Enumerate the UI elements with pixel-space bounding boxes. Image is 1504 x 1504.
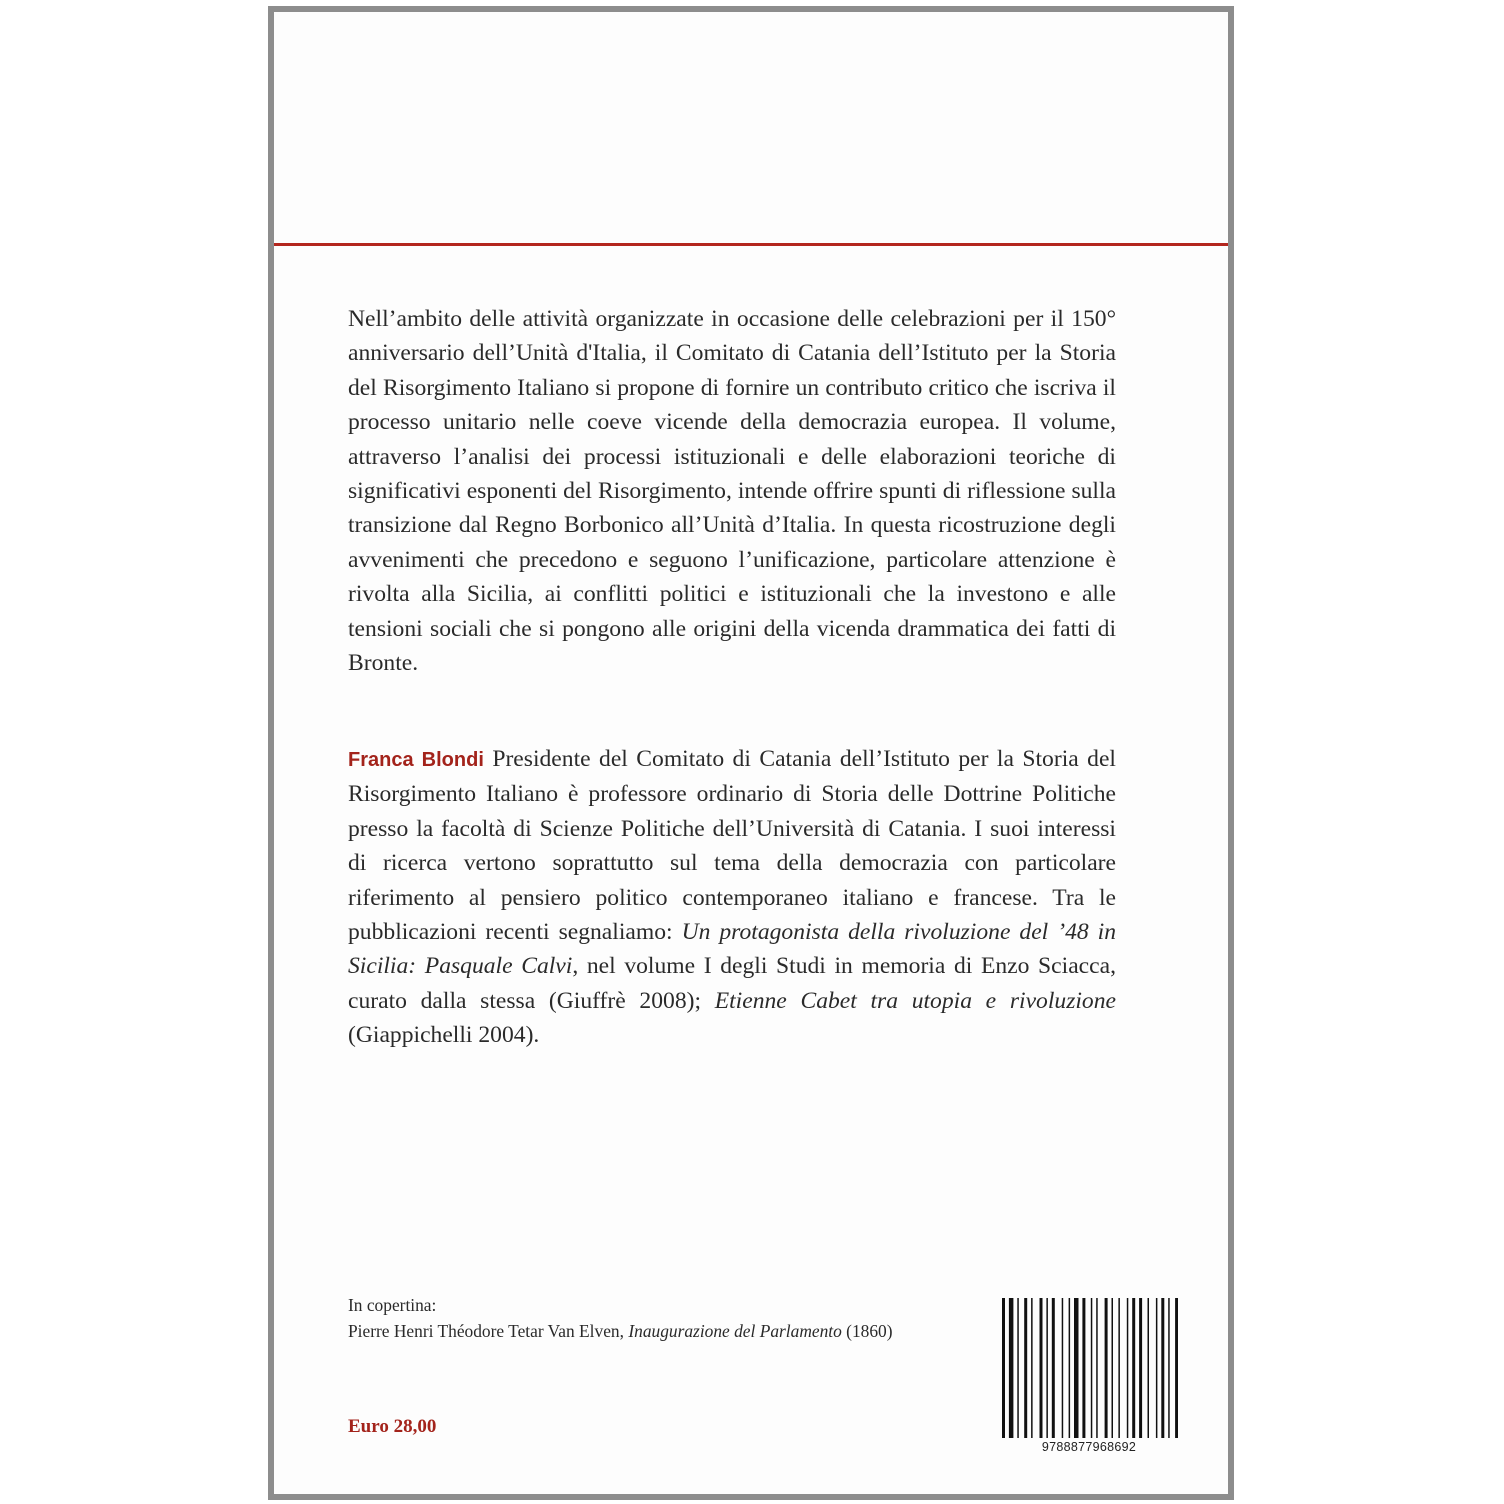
cover-credit-artist: Pierre Henri Théodore Tetar Van Elven, [348,1321,629,1341]
barcode-bars-icon [1000,1298,1178,1438]
bio-text-1: Presidente del Comitato di Catania dell’Istituto per la Storia del Risorgimento Italiano è professore ordinario di Storia delle Dottrine Politiche presso la facoltà di Scienze Politiche dell’Università di Catania. I suoi interessi di ricerca vertono soprattutto sul tema della democrazia con particolare riferimento al pensiero politico contemporaneo italiano e francese. Tra le pubblicazioni recenti segnaliamo: [348,746,1116,946]
cover-credit-label: In copertina: [348,1295,437,1315]
author-name: Franca Blondi [348,749,484,771]
barcode-digits: 9788877968692 [1041,1440,1137,1454]
bio-work-title-1: Un protagonista della rivoluzione del ’48 in Sicilia: Pasquale Calvi [348,919,1116,980]
book-back-cover [268,6,1234,1500]
isbn-barcode [1000,1298,1178,1454]
cover-credit-line [348,1318,988,1344]
cover-credit [348,1292,988,1344]
cover-credit-year: (1860) [841,1321,893,1341]
price-label: Euro 28,00 [348,1416,437,1437]
bio-text-2: , nel volume I degli Studi in memoria di Enzo Sciacca, curato dalla stessa (Giuffrè 2008); [348,953,1116,1014]
synopsis-paragraph: Nell’ambito delle attività organizzate in occasione delle celebrazioni per il 150° anniversario dell’Unità d'Italia, il Comitato di Catania dell’Istituto per la Storia del Risorgimento Italiano si propone di fornire un contributo critico che iscriva il processo unitario nelle coeve vicende della democrazia europea. Il volume, attraverso l’analisi dei processi istituzionali e delle elaborazioni teoriche di significativi esponenti del Risorgimento, intende offrire spunti di riflessione sulla transizione dal Regno Borbonico all’Unità d’Italia. In questa ricostruzione degli avvenimenti che precedono e seguono l’unificazione, particolare attenzione è rivolta alla Sicilia, ai conflitti politici e istituzionali che la investono e alle tensioni sociali che si pongono alle origini della vicenda drammatica dei fatti di Bronte. [348,306,1116,677]
bio-text-3: (Giappichelli 2004). [348,1022,540,1049]
bio-work-title-2: Etienne Cabet tra utopia e rivoluzione [714,987,1116,1014]
cover-credit-work: Inaugurazione del Parlamento [628,1321,842,1341]
red-divider-rule [274,243,1228,246]
author-bio-paragraph [348,742,1116,1053]
